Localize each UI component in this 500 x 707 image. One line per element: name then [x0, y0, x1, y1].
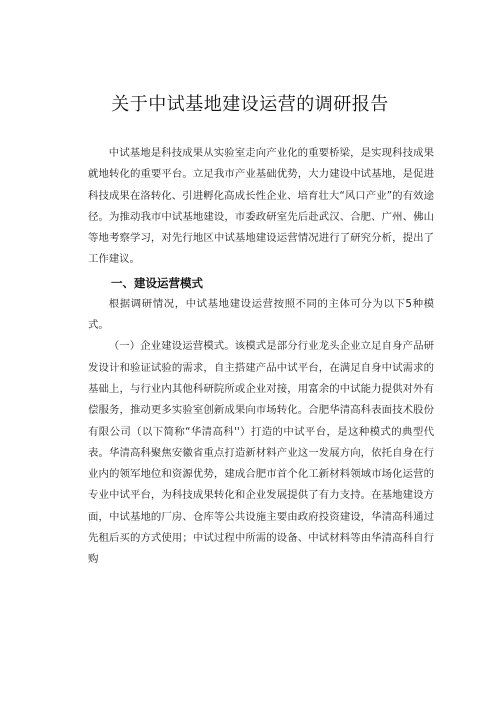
document-title: 关于中试基地建设运营的调研报告	[111, 94, 389, 115]
document-body	[88, 143, 434, 571]
section-heading: 一、建设运营模式	[111, 275, 203, 290]
intro-paragraph: 中试基地是科技成果从实验室走向产业化的重要桥梁，是实现科技成果就地转化的重要平台。立足我市产业基础优势，大力建设中试基地，是促进科技成果在洛转化、引进孵化高成长性企业、培育壮大“风口产业”的有效途径。为推动我市中试基地建设，市委政研室先后赴武汉、合肥、广州、佛山等地考察学习，对先行地区中试基地建设运营情况进行了研究分析，提出了工作建议。	[88, 147, 434, 266]
section-intro-paragraph: 根据调研情况，中试基地建设运营按照不同的主体可分为以下5种模式。	[88, 297, 434, 332]
mode1-paragraph: （一）企业建设运营模式。该模式是部分行业龙头企业立足自身产品研发设计和验证试验的需求，自主搭建产品中试平台，在满足自身中试需求的基础上，与行业内其他科研院所或企业对接，用富余的中试能力提供对外有偿服务，推动更多实验室创新成果向市场转化。合肥华清高科表面技术股份有限公司（以下简称“华清高科''）打造的中试平台，是这种模式的典型代表。华清高科聚焦安徽省重点打造新材料产业这一发展方向，依托自身在行业内的领军地位和资源优势，建成合肥市首个化工新材料领域市场化运营的专业中试平台，为科技成果转化和企业发展提供了有力支持。在基地建设方面，中试基地的厂房、仓库等公共设施主要由政府投资建设，华清高科通过先租后买的方式使用；中试过程中所需的设备、中试材料等由华清高科自行购	[88, 340, 434, 566]
